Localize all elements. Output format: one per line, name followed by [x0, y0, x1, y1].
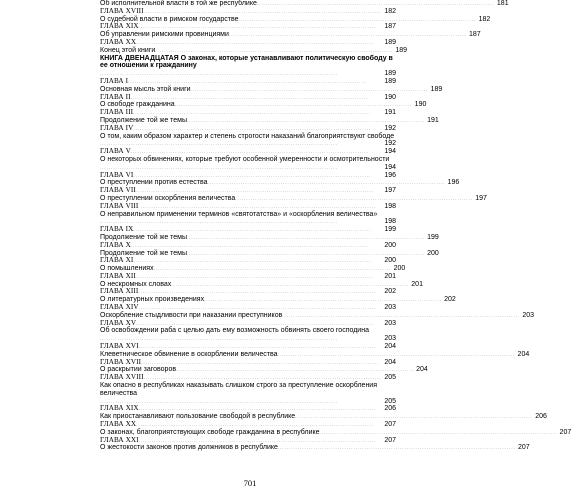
toc-page-number: 191 [384, 109, 396, 117]
toc-entry-title: Продолжение той же темы [100, 116, 188, 124]
toc-page-number: 197 [475, 194, 487, 202]
toc-entry-title: О преступлении оскорбления величества [100, 194, 236, 202]
toc-entry-row [100, 194, 487, 203]
table-of-contents [100, 0, 571, 452]
toc-chapter-label: ГЛАВА XVII [100, 357, 142, 366]
toc-chapter-row [100, 359, 396, 367]
toc-chapter-label: ГЛАВА XII [100, 271, 136, 280]
toc-chapter-row [100, 187, 396, 195]
toc-page-number: 192 [384, 124, 396, 132]
dot-leader [278, 351, 515, 359]
toc-chapter-row [100, 78, 396, 86]
toc-entry-row [100, 211, 396, 227]
toc-entry-row [100, 46, 407, 55]
toc-page-number: 198 [384, 218, 396, 226]
toc-chapter-row [100, 8, 396, 16]
toc-page-number: 189 [384, 70, 396, 78]
toc-chapter-row [100, 109, 396, 117]
toc-page-number: 199 [427, 233, 439, 241]
dot-leader [239, 16, 476, 24]
toc-page-number: 194 [384, 163, 396, 171]
toc-page-number: 190 [384, 93, 396, 101]
toc-page-number: 203 [522, 311, 535, 319]
toc-page-number: 207 [384, 421, 396, 429]
toc-page-number: 203 [384, 304, 396, 312]
dot-leader [229, 31, 466, 39]
toc-chapter-row [100, 203, 396, 211]
toc-page-number: 202 [384, 288, 396, 296]
toc-chapter-row [100, 226, 396, 234]
dot-leader [131, 148, 381, 156]
toc-chapter-row [100, 172, 396, 180]
dot-leader [128, 78, 381, 86]
toc-entry-title: О неправильном применении терминов «святотатства» и «оскорбления величества» [100, 210, 378, 218]
toc-entry-row [100, 156, 396, 172]
toc-entry-title: О судебной власти в римском государстве [100, 15, 239, 23]
dot-leader [136, 187, 381, 195]
toc-page-number: 182 [384, 7, 396, 15]
toc-page-number: 189 [384, 38, 396, 46]
dot-leader [235, 195, 472, 203]
dot-leader [282, 312, 519, 320]
toc-page-number: 197 [384, 187, 396, 195]
toc-chapter-row [100, 242, 396, 250]
toc-page-number: 199 [384, 226, 396, 234]
toc-page-number: 192 [384, 140, 396, 148]
dot-leader [187, 117, 424, 125]
toc-entry-title: О некоторых обвинениях, которые требуют особенной умеренности и осмотрительности [100, 155, 390, 163]
toc-chapter-label: ГЛАВА XVI [100, 342, 139, 351]
toc-entry-row [100, 311, 535, 320]
toc-chapter-label: ГЛАВА XXI [100, 435, 139, 444]
toc-page-number: 204 [384, 343, 396, 351]
dot-leader [100, 140, 381, 148]
toc-entry-row [100, 350, 530, 359]
toc-chapter-label: ГЛАВА IX [100, 225, 134, 234]
toc-page-number: 190 [414, 101, 427, 109]
toc-chapter-label: ГЛАВА X [100, 240, 131, 249]
toc-entry-title: О литературных произведениях [100, 296, 205, 304]
dot-leader [176, 366, 413, 374]
toc-entry-title: Об управлении римскими провинциями [100, 31, 229, 39]
dot-leader [136, 273, 381, 281]
toc-page-number: 191 [427, 116, 439, 124]
toc-entry-row [100, 116, 439, 125]
toc-chapter-label: ГЛАВА XIV [100, 303, 139, 312]
toc-entry-row [100, 101, 427, 109]
dot-leader [133, 257, 381, 265]
toc-entry-title: О законах, благоприятствующих свободе гражданина в республике [100, 428, 320, 436]
toc-page-number: 206 [535, 413, 547, 421]
toc-chapter-label: ГЛАВА XX [100, 37, 137, 46]
toc-entry-row [100, 296, 456, 304]
toc-page-number: 205 [384, 374, 396, 382]
toc-entry-title: Конец этой книги [100, 46, 156, 54]
toc-page-number: 189 [395, 46, 407, 54]
toc-chapter-label: ГЛАВА IV [100, 123, 134, 132]
toc-entry-title: Оскорбление стыдливости при наказании преступников [100, 311, 283, 319]
toc-chapter-label: ГЛАВА XIII [100, 287, 139, 296]
toc-chapter-row [100, 421, 396, 429]
toc-entry-row [100, 265, 406, 273]
toc-entry-row [100, 55, 396, 78]
toc-page-number: 200 [427, 249, 439, 257]
toc-page-number: 187 [468, 31, 481, 39]
toc-chapter-row [100, 288, 396, 296]
dot-leader [187, 250, 424, 258]
toc-entry-title: О жестокости законов против должников в республике [100, 444, 278, 452]
dot-leader [295, 413, 532, 421]
toc-entry-row [100, 179, 460, 187]
toc-entry-row [100, 133, 396, 149]
toc-chapter-row [100, 343, 396, 351]
toc-entry-row [100, 249, 439, 258]
toc-page-number: 203 [384, 335, 396, 343]
toc-page-number: 204 [416, 366, 428, 374]
toc-chapter-label: ГЛАВА VII [100, 186, 136, 195]
toc-entry-row [100, 31, 481, 39]
toc-page-number: 187 [384, 23, 396, 31]
toc-chapter-row [100, 125, 396, 133]
toc-page-number: 204 [384, 358, 396, 366]
toc-page-number: 207 [559, 428, 571, 436]
toc-chapter-label: ГЛАВА XX [100, 420, 137, 429]
dot-leader [136, 39, 381, 47]
dot-leader [138, 203, 381, 211]
toc-entry-title: О преступлении против естества [100, 179, 208, 187]
dot-leader [139, 343, 381, 351]
toc-entry-row [100, 15, 491, 24]
toc-chapter-label: ГЛАВА XI [100, 256, 134, 265]
dot-leader [100, 398, 381, 406]
toc-entry-title: О том, каким образом характер и степень строгости наказаний благоприятствуют свободе [100, 132, 395, 140]
toc-chapter-label: ГЛАВА III [100, 108, 134, 117]
toc-page-number: 203 [384, 319, 396, 327]
toc-entry-title: Продолжение той же темы [100, 249, 188, 257]
toc-chapter-label: ГЛАВА I [100, 76, 129, 85]
dot-leader [131, 242, 381, 250]
dot-leader [154, 265, 391, 273]
toc-entry-title: КНИГА ДВЕНАДЦАТАЯ О законах, которые устанавливают политическую свободу в ее отношении к гражданину [100, 54, 393, 70]
toc-page-number: 205 [384, 397, 396, 405]
toc-entry-row [100, 233, 439, 242]
dot-leader [139, 304, 381, 312]
toc-page-number: 196 [447, 179, 460, 187]
dot-leader [208, 179, 445, 187]
toc-entry-title: О помышлениях [100, 265, 154, 273]
toc-page-number: 207 [517, 444, 530, 452]
toc-entry-row [100, 327, 396, 343]
toc-entry-title: Основная мысль этой книги [100, 85, 191, 93]
dot-leader [133, 226, 381, 234]
toc-chapter-label: ГЛАВА XV [100, 318, 137, 327]
dot-leader [171, 281, 408, 289]
toc-page-number: 182 [478, 15, 491, 23]
toc-entry-title: Клеветническое обвинение в оскорблении величества [100, 350, 278, 358]
toc-entry-title: Об освобождении раба с целью дать ему возможность обвинять своего господина [100, 327, 369, 335]
toc-chapter-row [100, 257, 396, 265]
dot-leader [204, 296, 441, 304]
toc-page-number: 204 [517, 350, 530, 358]
toc-entry-title: Как опасно в республиках наказывать слишком строго за преступление оскорбления величества [100, 382, 378, 397]
dot-leader [138, 288, 381, 296]
toc-chapter-label: ГЛАВА II [100, 92, 131, 101]
dot-leader [100, 164, 381, 172]
toc-entry-row [100, 85, 443, 94]
toc-chapter-label: ГЛАВА VIII [100, 201, 139, 210]
toc-chapter-label: ГЛАВА XVIII [100, 373, 144, 382]
toc-chapter-label: ГЛАВА XIX [100, 22, 139, 31]
toc-entry-row [100, 280, 423, 289]
toc-entry-title: Об исполнительной власти в той же республике [100, 0, 257, 7]
toc-entry-title: О нескромных словах [100, 280, 172, 288]
toc-chapter-label: ГЛАВА VI [100, 170, 134, 179]
toc-entry-row [100, 366, 428, 374]
toc-chapter-row [100, 273, 396, 281]
dot-leader [144, 374, 381, 382]
toc-entry-row [100, 428, 571, 437]
dot-leader [136, 421, 381, 429]
toc-entry-title: О свободе гражданина [100, 101, 175, 109]
toc-page-number: 200 [384, 257, 396, 265]
toc-chapter-label: ГЛАВА XVIII [100, 6, 144, 15]
toc-entry-row [100, 444, 530, 452]
toc-page-number: 198 [384, 202, 396, 210]
toc-page-number: 202 [444, 296, 456, 304]
dot-leader [187, 234, 424, 242]
toc-chapter-row [100, 148, 396, 156]
dot-leader [100, 335, 381, 343]
dot-leader [141, 359, 381, 367]
toc-page-number: 200 [384, 241, 396, 249]
dot-leader [278, 444, 515, 452]
dot-leader [175, 101, 412, 109]
toc-entry-row [100, 413, 547, 421]
dot-leader [320, 429, 557, 437]
dot-leader [100, 218, 381, 226]
dot-leader [257, 0, 494, 8]
toc-chapter-label: ГЛАВА V [100, 147, 131, 156]
toc-entry-title: Как приостанавливают пользование свободой в республике [100, 413, 296, 421]
toc-chapter-label: ГЛАВА XIX [100, 404, 139, 413]
toc-chapter-row [100, 39, 396, 47]
dot-leader [133, 109, 381, 117]
toc-entry-title: О раскрытии заговоров [100, 366, 177, 374]
toc-page-number: 201 [384, 272, 396, 280]
dot-leader [133, 125, 381, 133]
dot-leader [191, 86, 428, 94]
toc-chapter-row [100, 304, 396, 312]
toc-page-number: 189 [384, 77, 396, 85]
dot-leader [100, 70, 381, 78]
toc-page-number: 194 [384, 148, 396, 156]
toc-page-number: 201 [411, 280, 423, 288]
toc-page-number: 207 [384, 436, 396, 444]
dot-leader [144, 8, 381, 16]
toc-page-number: 196 [384, 171, 396, 179]
toc-page-number: 181 [496, 0, 509, 7]
toc-page-number: 206 [384, 405, 396, 413]
toc-entry-row [100, 0, 509, 8]
toc-chapter-row [100, 374, 396, 382]
dot-leader [133, 172, 381, 180]
page-number: 701 [243, 478, 257, 488]
dot-leader [155, 47, 392, 55]
toc-entry-title: Продолжение той же темы [100, 233, 188, 241]
toc-page-number: 189 [430, 85, 443, 93]
toc-page-number: 200 [393, 265, 406, 273]
toc-entry-row [100, 382, 396, 405]
